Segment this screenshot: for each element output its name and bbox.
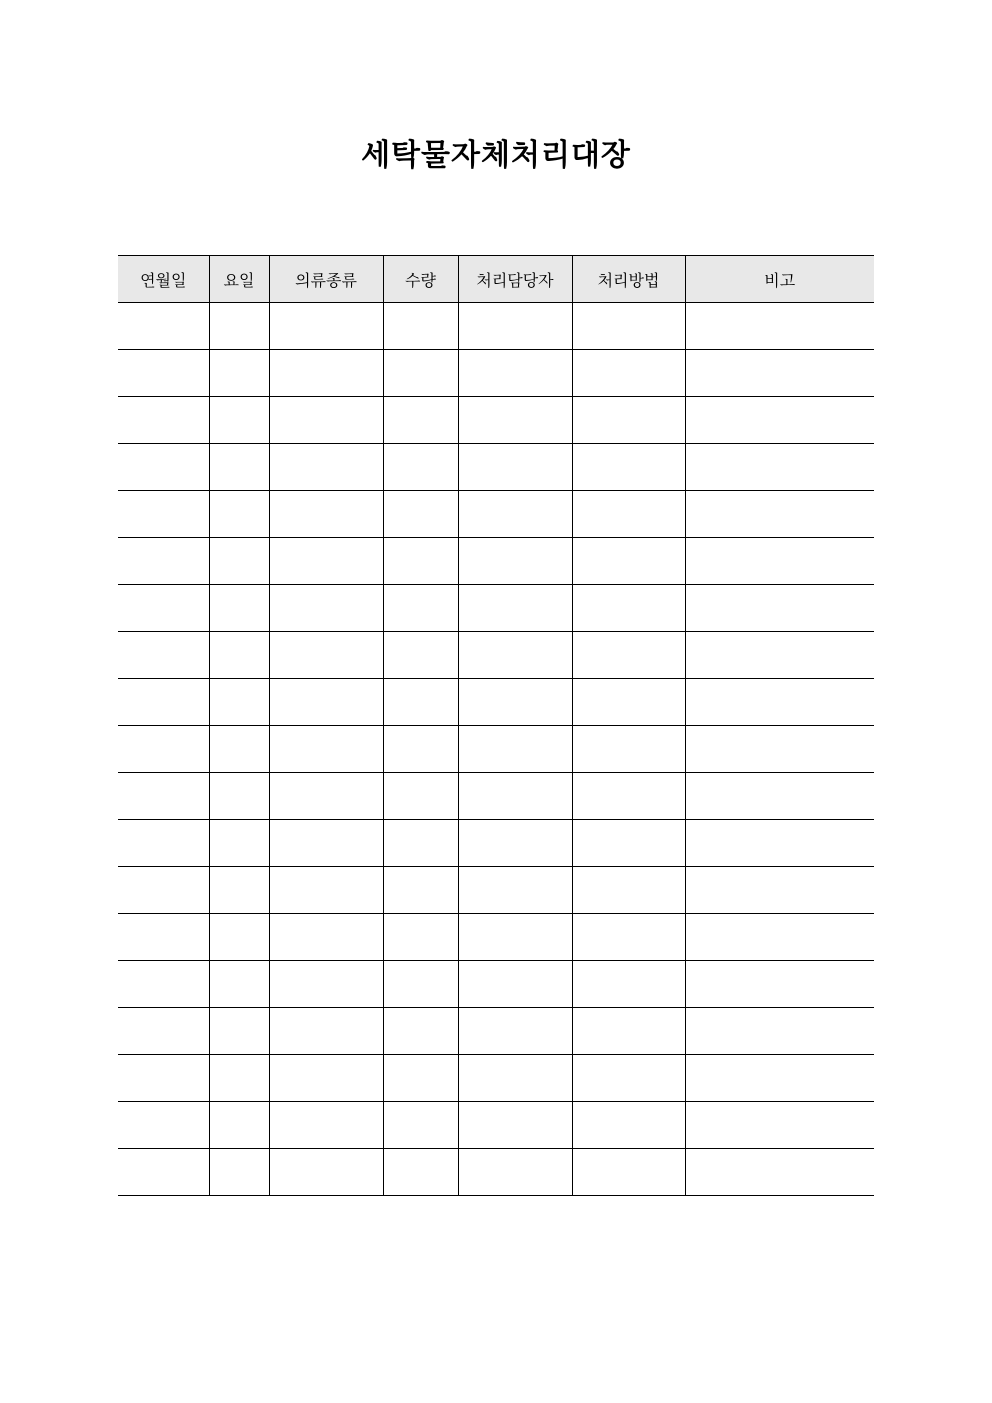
header-clothing-type: 의류종류 [269,256,383,303]
method-cell[interactable] [572,350,685,397]
date-cell[interactable] [118,820,209,867]
clothing-type-cell[interactable] [269,632,383,679]
remarks-cell[interactable] [685,538,874,585]
table-row [118,914,874,961]
weekday-cell[interactable] [209,1008,269,1055]
handler-cell[interactable] [458,1102,572,1149]
clothing-type-cell[interactable] [269,961,383,1008]
clothing-type-cell[interactable] [269,491,383,538]
method-cell[interactable] [572,1008,685,1055]
method-cell[interactable] [572,726,685,773]
remarks-cell[interactable] [685,961,874,1008]
table-row [118,726,874,773]
table-row [118,538,874,585]
weekday-cell[interactable] [209,820,269,867]
weekday-cell[interactable] [209,1149,269,1196]
weekday-cell[interactable] [209,303,269,350]
handler-cell[interactable] [458,679,572,726]
remarks-cell[interactable] [685,397,874,444]
handler-cell[interactable] [458,1055,572,1102]
handler-cell[interactable] [458,585,572,632]
handler-cell[interactable] [458,773,572,820]
handler-cell[interactable] [458,914,572,961]
table-row [118,961,874,1008]
quantity-cell[interactable] [383,303,458,350]
weekday-cell[interactable] [209,914,269,961]
quantity-cell[interactable] [383,726,458,773]
method-cell[interactable] [572,397,685,444]
remarks-cell[interactable] [685,585,874,632]
clothing-type-cell[interactable] [269,1102,383,1149]
weekday-cell[interactable] [209,632,269,679]
handler-cell[interactable] [458,867,572,914]
method-cell[interactable] [572,538,685,585]
remarks-cell[interactable] [685,867,874,914]
method-cell[interactable] [572,1149,685,1196]
handler-cell[interactable] [458,350,572,397]
clothing-type-cell[interactable] [269,679,383,726]
remarks-cell[interactable] [685,632,874,679]
method-cell[interactable] [572,679,685,726]
clothing-type-cell[interactable] [269,1149,383,1196]
table-row [118,491,874,538]
remarks-cell[interactable] [685,726,874,773]
remarks-cell[interactable] [685,1149,874,1196]
date-cell[interactable] [118,726,209,773]
weekday-cell[interactable] [209,397,269,444]
weekday-cell[interactable] [209,538,269,585]
clothing-type-cell[interactable] [269,867,383,914]
handler-cell[interactable] [458,1008,572,1055]
handler-cell[interactable] [458,491,572,538]
header-row [118,256,874,303]
remarks-cell[interactable] [685,303,874,350]
clothing-type-cell[interactable] [269,350,383,397]
date-cell[interactable] [118,444,209,491]
date-cell[interactable] [118,303,209,350]
table-row [118,773,874,820]
date-cell[interactable] [118,1055,209,1102]
method-cell[interactable] [572,773,685,820]
date-cell[interactable] [118,773,209,820]
quantity-cell[interactable] [383,961,458,1008]
weekday-cell[interactable] [209,726,269,773]
quantity-cell[interactable] [383,679,458,726]
handler-cell[interactable] [458,1149,572,1196]
method-cell[interactable] [572,867,685,914]
remarks-cell[interactable] [685,1008,874,1055]
clothing-type-cell[interactable] [269,397,383,444]
quantity-cell[interactable] [383,585,458,632]
header-handler: 처리담당자 [458,256,572,303]
remarks-cell[interactable] [685,820,874,867]
table-row [118,1055,874,1102]
quantity-cell[interactable] [383,820,458,867]
weekday-cell[interactable] [209,867,269,914]
date-cell[interactable] [118,350,209,397]
handler-cell[interactable] [458,632,572,679]
method-cell[interactable] [572,303,685,350]
method-cell[interactable] [572,444,685,491]
clothing-type-cell[interactable] [269,726,383,773]
table-row [118,820,874,867]
weekday-cell[interactable] [209,350,269,397]
quantity-cell[interactable] [383,914,458,961]
quantity-cell[interactable] [383,538,458,585]
clothing-type-cell[interactable] [269,1008,383,1055]
table-row [118,397,874,444]
remarks-cell[interactable] [685,350,874,397]
weekday-cell[interactable] [209,585,269,632]
method-cell[interactable] [572,632,685,679]
remarks-cell[interactable] [685,914,874,961]
table-row [118,1008,874,1055]
date-cell[interactable] [118,1149,209,1196]
table-row [118,679,874,726]
header-remarks: 비고 [685,256,874,303]
table-row [118,867,874,914]
method-cell[interactable] [572,961,685,1008]
clothing-type-cell[interactable] [269,538,383,585]
quantity-cell[interactable] [383,397,458,444]
clothing-type-cell[interactable] [269,914,383,961]
weekday-cell[interactable] [209,773,269,820]
weekday-cell[interactable] [209,444,269,491]
header-weekday: 요일 [209,256,269,303]
weekday-cell[interactable] [209,1102,269,1149]
handler-cell[interactable] [458,820,572,867]
clothing-type-cell[interactable] [269,820,383,867]
remarks-cell[interactable] [685,773,874,820]
table-row [118,303,874,350]
date-cell[interactable] [118,1102,209,1149]
clothing-type-cell[interactable] [269,585,383,632]
method-cell[interactable] [572,491,685,538]
date-cell[interactable] [118,632,209,679]
ledger-body [118,303,874,1196]
quantity-cell[interactable] [383,1149,458,1196]
table-row [118,1102,874,1149]
remarks-cell[interactable] [685,1102,874,1149]
handler-cell[interactable] [458,444,572,491]
remarks-cell[interactable] [685,1055,874,1102]
clothing-type-cell[interactable] [269,773,383,820]
date-cell[interactable] [118,585,209,632]
weekday-cell[interactable] [209,679,269,726]
date-cell[interactable] [118,679,209,726]
quantity-cell[interactable] [383,1102,458,1149]
table-row [118,632,874,679]
header-date: 연월일 [118,256,209,303]
quantity-cell[interactable] [383,350,458,397]
date-cell[interactable] [118,867,209,914]
method-cell[interactable] [572,914,685,961]
handler-cell[interactable] [458,303,572,350]
quantity-cell[interactable] [383,867,458,914]
date-cell[interactable] [118,1008,209,1055]
handler-cell[interactable] [458,538,572,585]
method-cell[interactable] [572,1055,685,1102]
quantity-cell[interactable] [383,1008,458,1055]
weekday-cell[interactable] [209,961,269,1008]
remarks-cell[interactable] [685,491,874,538]
quantity-cell[interactable] [383,444,458,491]
remarks-cell[interactable] [685,444,874,491]
handler-cell[interactable] [458,397,572,444]
date-cell[interactable] [118,397,209,444]
quantity-cell[interactable] [383,1055,458,1102]
clothing-type-cell[interactable] [269,303,383,350]
table-row [118,350,874,397]
method-cell[interactable] [572,1102,685,1149]
document-title: 세탁물자체처리대장 [361,138,631,173]
clothing-type-cell[interactable] [269,444,383,491]
method-cell[interactable] [572,585,685,632]
remarks-cell[interactable] [685,679,874,726]
quantity-cell[interactable] [383,773,458,820]
clothing-type-cell[interactable] [269,1055,383,1102]
quantity-cell[interactable] [383,491,458,538]
date-cell[interactable] [118,538,209,585]
date-cell[interactable] [118,491,209,538]
laundry-ledger-table [118,255,874,1196]
header-method: 처리방법 [572,256,685,303]
table-row [118,585,874,632]
weekday-cell[interactable] [209,491,269,538]
date-cell[interactable] [118,961,209,1008]
table-row [118,444,874,491]
handler-cell[interactable] [458,726,572,773]
date-cell[interactable] [118,914,209,961]
header-quantity: 수량 [383,256,458,303]
quantity-cell[interactable] [383,632,458,679]
table-row [118,1149,874,1196]
method-cell[interactable] [572,820,685,867]
weekday-cell[interactable] [209,1055,269,1102]
handler-cell[interactable] [458,961,572,1008]
